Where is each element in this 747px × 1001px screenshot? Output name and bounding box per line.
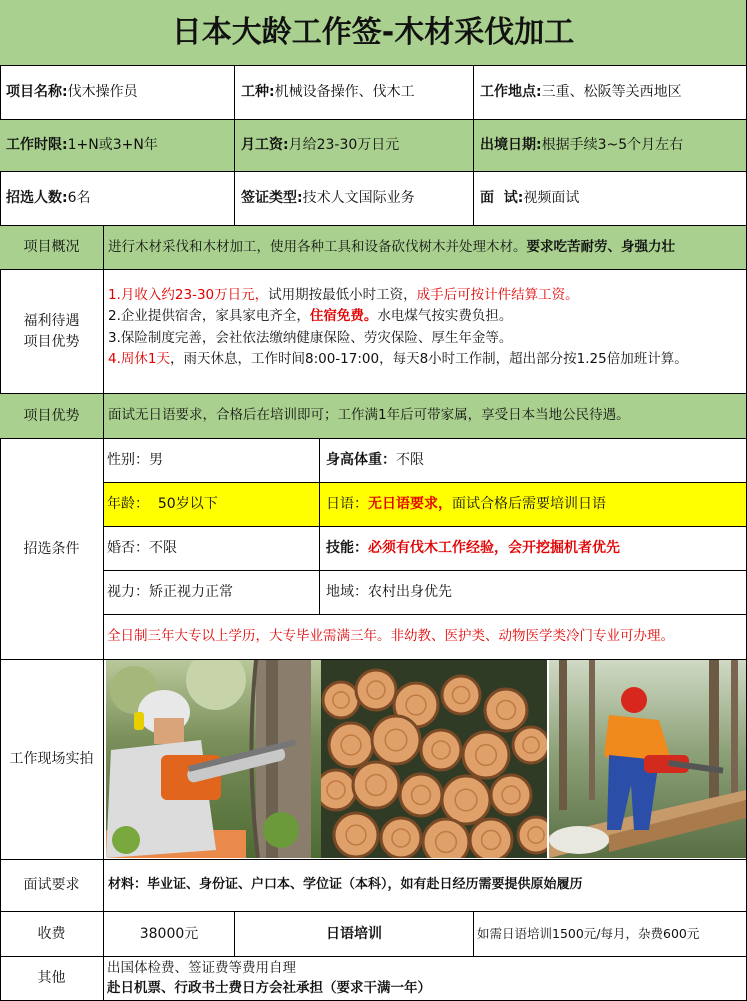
other-text: [104, 957, 747, 1001]
skill-cell: [320, 527, 747, 571]
departure-value: 根据手续3~5个月左右: [541, 137, 684, 154]
overview-desc: 进行木材采伐和木材加工，使用各种工具和设备砍伐树木并处理木材。: [108, 238, 527, 255]
salary-cell: [235, 120, 474, 172]
work-period-cell: [0, 120, 235, 172]
gender-cell: 性别：男: [104, 439, 320, 483]
vision-cell: 视力：矫正视力正常: [104, 571, 320, 615]
headcount-cell: [0, 172, 235, 226]
overview-label: 项目概况: [0, 226, 104, 270]
welfare-list: [104, 270, 747, 394]
departure-label: 出境日期:: [480, 137, 542, 154]
welfare-label: 福利待遇: [23, 313, 80, 330]
visa-type-label: 签证类型:: [241, 190, 303, 207]
education-cell: 全日制三年大专以上学历，大专毕业需满三年。非幼教、医护类、动物医学类冷门专业可办理。: [104, 615, 747, 660]
salary-value: 月给23-30万日元: [288, 137, 400, 154]
visa-type-value: 技术人文国际业务: [302, 190, 415, 207]
skill-value: 必须有伐木工作经验，会开挖掘机者优先: [368, 540, 620, 557]
headcount-label: 招选人数:: [6, 190, 68, 207]
work-location-cell: [474, 66, 747, 120]
work-location-value: 三重、松阪等关西地区: [541, 84, 682, 101]
project-name-cell: [0, 66, 235, 120]
overview-requirement: 要求吃苦耐劳、身强力壮: [526, 238, 675, 255]
japanese-label: 日语：: [326, 496, 368, 513]
marital-cell: 婚否：不限: [104, 527, 320, 571]
fee-label: 收费: [0, 912, 104, 957]
headcount-value: 6名: [67, 190, 91, 207]
page-title: 日本大龄工作签-木材采伐加工: [0, 0, 747, 66]
japanese-requirement: 无日语要求，: [368, 496, 452, 513]
training-note: 如需日语培训1500元/每月，杂费600元: [474, 912, 747, 957]
project-name-value: 伐木操作员: [67, 84, 138, 101]
work-period-label: 工作时限:: [6, 137, 68, 154]
interview-label: 面 试:: [480, 190, 524, 207]
photo-worker-chainsaw: [106, 660, 321, 858]
photo-log-pile: [321, 660, 547, 858]
welfare-item-2: 2.企业提供宿舍，家具家电齐全，住宿免费。水电煤气按实费负担。: [108, 308, 513, 325]
interview-req-label: 面试要求: [0, 860, 104, 912]
other-line-2: 赴日机票、行政书士费日方会社承担（要求干满一年）: [107, 979, 431, 996]
training-label: 日语培训: [235, 912, 474, 957]
region-cell: 地域：农村出身优先: [320, 571, 747, 615]
job-type-value: 机械设备操作、伐木工: [274, 84, 415, 101]
interview-cell: [474, 172, 747, 226]
work-period-value: 1+N或3+N年: [67, 137, 158, 154]
other-label: 其他: [0, 957, 104, 1001]
height-weight-cell: [320, 439, 747, 483]
advantage-label: 项目优势: [0, 394, 104, 439]
project-name-label: 项目名称:: [6, 84, 68, 101]
interview-req-text: 材料：毕业证、身份证、户口本、学位证（本科），如有赴日经历需要提供原始履历: [104, 860, 747, 912]
welfare-label-cell: [0, 270, 104, 394]
salary-label: 月工资:: [241, 137, 289, 154]
japanese-note: 面试合格后需要培训日语: [452, 496, 606, 513]
fee-amount: 38000元: [104, 912, 235, 957]
skill-label: 技能：: [326, 540, 368, 557]
photos-cell: [104, 660, 747, 860]
photos-label: 工作现场实拍: [0, 660, 104, 860]
japanese-cell: [320, 483, 747, 527]
age-cell: 年龄： 50岁以下: [104, 483, 320, 527]
other-line-1: 出国体检费、签证费等费用自理: [107, 960, 296, 976]
photo-lumberjack: [549, 660, 746, 858]
work-location-label: 工作地点:: [480, 84, 542, 101]
overview-text: [104, 226, 747, 270]
welfare-advantage-label: 项目优势: [23, 333, 80, 350]
visa-type-cell: [235, 172, 474, 226]
welfare-item-1: 1.月收入约23-30万日元，试用期按最低小时工资，成手后可按计件结算工资。: [108, 287, 579, 303]
job-type-cell: [235, 66, 474, 120]
welfare-item-3: 3.保险制度完善，会社依法缴纳健康保险、劳灾保险、厚生年金等。: [108, 329, 513, 346]
height-weight-value: 不限: [396, 452, 424, 469]
job-type-label: 工种:: [241, 84, 275, 101]
conditions-label: 招选条件: [0, 439, 104, 660]
interview-value: 视频面试: [523, 190, 580, 207]
height-weight-label: 身高体重：: [326, 452, 396, 469]
welfare-item-4: 4.周休1天，雨天休息，工作时间8:00-17:00，每天8小时工作制，超出部分按1.25倍加班计算。: [108, 350, 688, 367]
departure-cell: [474, 120, 747, 172]
advantage-text: 面试无日语要求，合格后在培训即可；工作满1年后可带家属，享受日本当地公民待遇。: [104, 394, 747, 439]
